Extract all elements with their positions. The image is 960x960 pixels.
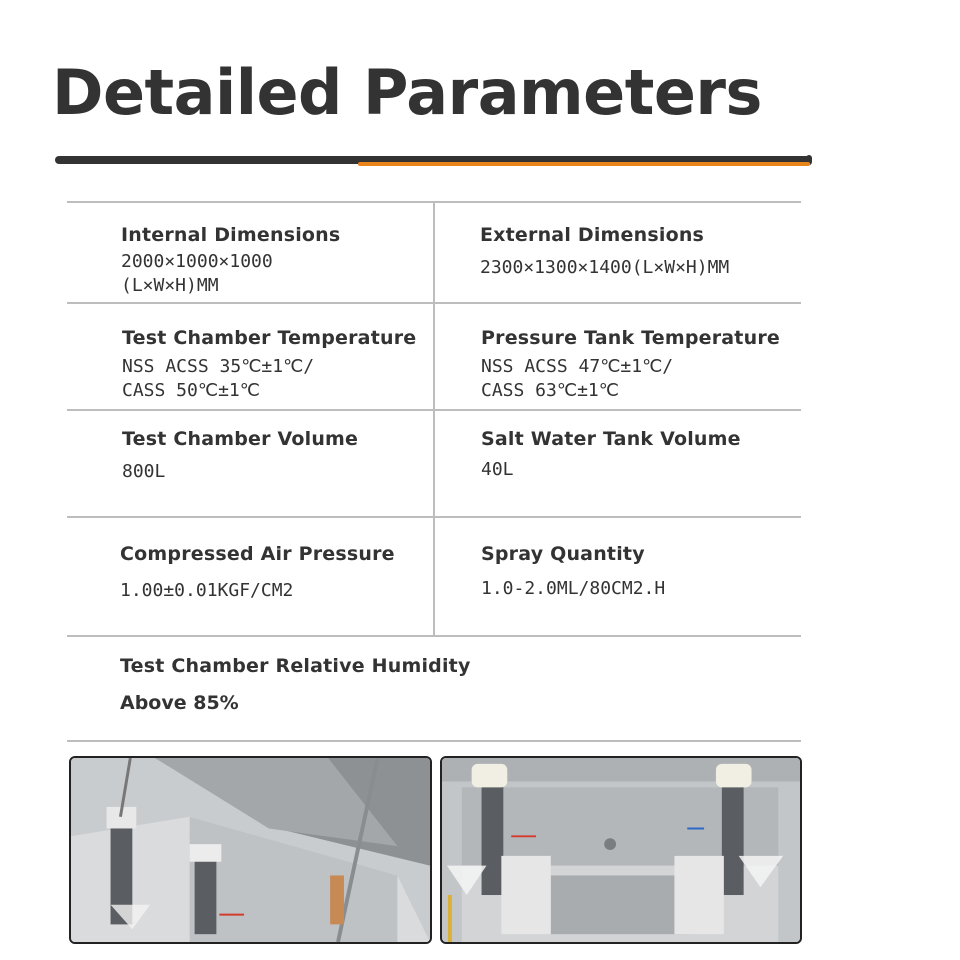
param-external-dimensions (480, 224, 729, 280)
table-divider (67, 740, 801, 742)
param-label: Salt Water Tank Volume (481, 428, 741, 450)
param-value: 800L (122, 461, 166, 482)
param-value: NSS ACSS 35℃±1℃/ CASS 50℃±1℃ (122, 356, 315, 401)
param-value: 2300×1300×1400(L×W×H)MM (480, 257, 730, 278)
param-value: 40L (481, 459, 514, 480)
param-internal-dimensions (121, 224, 340, 298)
param-label: External Dimensions (480, 224, 705, 246)
param-label: Test Chamber Volume (122, 428, 359, 450)
param-compressed-air-pressure (120, 543, 395, 603)
param-spray-quantity (481, 543, 665, 601)
param-label: Internal Dimensions (121, 224, 341, 246)
param-value: 1.00±0.01KGF/CM2 (120, 580, 294, 601)
param-value: Above 85% (120, 692, 239, 714)
param-label: Pressure Tank Temperature (481, 327, 780, 349)
param-pressure-tank-temperature (481, 327, 780, 403)
param-salt-water-tank-volume (481, 428, 741, 482)
chamber-photo-icon (442, 758, 800, 942)
chamber-interior-photo-left (69, 756, 432, 944)
param-label: Spray Quantity (481, 543, 645, 565)
param-label: Test Chamber Temperature (122, 327, 417, 349)
title-underline-accent (358, 162, 810, 166)
param-label: Test Chamber Relative Humidity (120, 655, 471, 677)
param-value: 2000×1000×1000 (L×W×H)MM (121, 251, 273, 296)
table-column-divider (433, 201, 435, 636)
page-title: Detailed Parameters (52, 56, 762, 129)
param-value: NSS ACSS 47℃±1℃/ CASS 63℃±1℃ (481, 356, 674, 401)
chamber-interior-photo-right (440, 756, 802, 944)
param-relative-humidity (120, 655, 471, 715)
param-test-chamber-volume (122, 428, 358, 484)
param-value: 1.0-2.0ML/80CM2.H (481, 578, 666, 599)
param-label: Compressed Air Pressure (120, 543, 395, 565)
param-test-chamber-temperature (122, 327, 416, 403)
chamber-photo-icon (71, 758, 430, 942)
